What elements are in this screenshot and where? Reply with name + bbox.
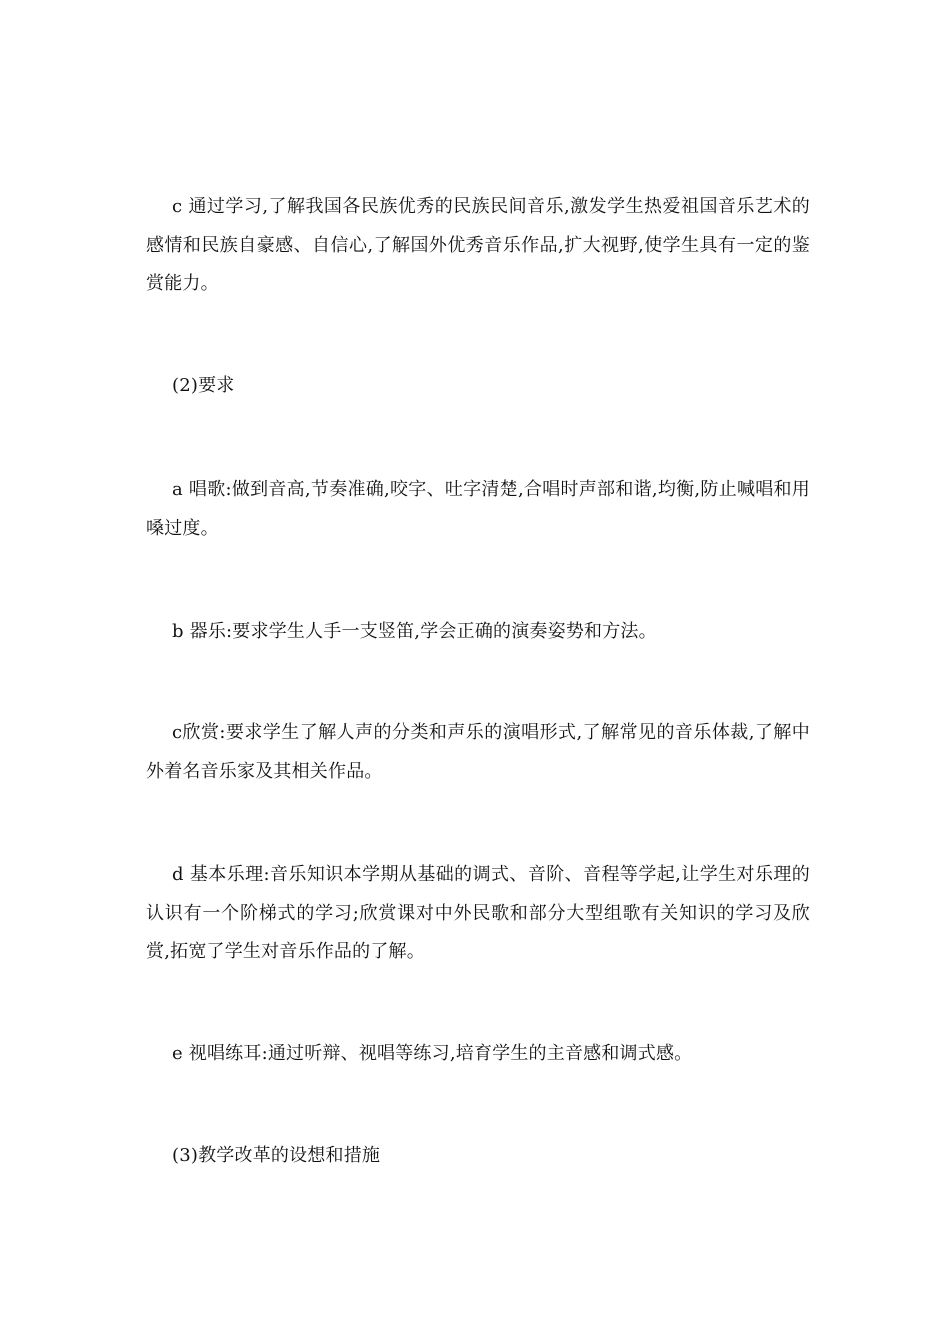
section-heading-requirements: (2)要求 [172, 375, 235, 396]
paragraph-music-theory: d 基本乐理:音乐知识本学期从基础的调式、音阶、音程等学起,让学生对乐理的认识有一个阶梯式的学习;欣赏课对中外民歌和部分大型组歌有关知识的学习及欣赏,拓宽了学生对音乐作品的了解。 [146, 864, 810, 962]
paragraph-goal-c: c 通过学习,了解我国各民族优秀的民族民间音乐,激发学生热爱祖国音乐艺术的感情和民族自豪感、自信心,了解国外优秀音乐作品,扩大视野,使学生具有一定的鉴赏能力。 [146, 196, 810, 294]
paragraph-instrumental: b 器乐:要求学生人手一支竖笛,学会正确的演奏姿势和方法。 [172, 621, 657, 642]
section-heading-teaching-reform: (3)教学改革的设想和措施 [172, 1145, 381, 1166]
paragraph-sight-singing: e 视唱练耳:通过听辩、视唱等练习,培育学生的主音感和调式感。 [172, 1043, 693, 1064]
paragraph-singing: a 唱歌:做到音高,节奏准确,咬字、吐字清楚,合唱时声部和谐,均衡,防止喊唱和用嗓过度。 [146, 479, 810, 539]
paragraph-appreciation: c欣赏:要求学生了解人声的分类和声乐的演唱形式,了解常见的音乐体裁,了解中外着名音乐家及其相关作品。 [146, 722, 810, 782]
